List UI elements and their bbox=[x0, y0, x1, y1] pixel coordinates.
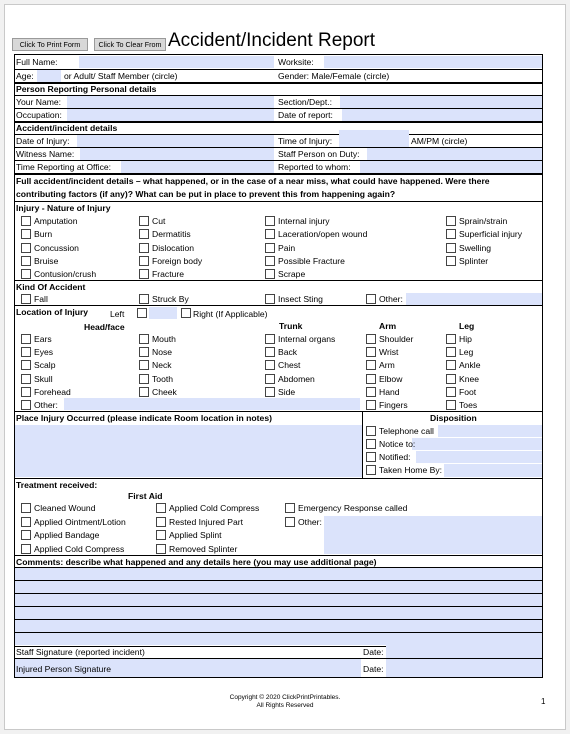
injury-dislocation-label: Dislocation bbox=[152, 242, 195, 253]
treatment-applied-cold-compress-label: Applied Cold Compress bbox=[34, 543, 125, 554]
disposition-notice-to-label: Notice to: bbox=[379, 439, 416, 449]
injury-bruise-checkbox[interactable] bbox=[21, 256, 31, 266]
injury-laceration-open-wound-label: Laceration/open wound bbox=[278, 229, 368, 240]
treatment-applied-bandage-checkbox[interactable] bbox=[21, 530, 31, 540]
injury-bruise-label: Bruise bbox=[34, 255, 59, 266]
your-name-field[interactable] bbox=[67, 96, 274, 108]
location-cheek-label: Cheek bbox=[152, 386, 177, 397]
time-reporting-field[interactable] bbox=[121, 161, 274, 173]
occupation-label: Occupation: bbox=[16, 110, 62, 120]
treatment-removed-splinter-label: Removed Splinter bbox=[169, 543, 238, 554]
treatment-applied-splint-checkbox[interactable] bbox=[156, 530, 166, 540]
telephone-call-field[interactable] bbox=[438, 425, 542, 437]
treatment-cleaned-wound-checkbox[interactable] bbox=[21, 503, 31, 513]
page-number: 1 bbox=[541, 697, 546, 706]
location-side-checkbox[interactable] bbox=[265, 387, 275, 397]
location-internal-organs-checkbox[interactable] bbox=[265, 334, 275, 344]
location-abdomen-label: Abdomen bbox=[278, 373, 315, 384]
divider bbox=[14, 606, 543, 607]
location-neck-label: Neck bbox=[152, 360, 172, 371]
location-arm-label: Arm bbox=[379, 360, 395, 371]
disposition-heading: Disposition bbox=[430, 413, 477, 423]
location-skull-label: Skull bbox=[34, 373, 53, 384]
location-heading: Location of Injury bbox=[16, 307, 89, 317]
gender-label: Gender: Male/Female (circle) bbox=[278, 71, 390, 81]
divider bbox=[14, 593, 543, 594]
comments-heading: Comments: describe what happened and any details here (you may use additional page) bbox=[16, 557, 377, 567]
location-nose-label: Nose bbox=[152, 347, 173, 358]
treatment-removed-splinter-checkbox[interactable] bbox=[156, 544, 166, 554]
kind-other-label: Other: bbox=[379, 294, 403, 304]
injury-dislocation-checkbox[interactable] bbox=[139, 243, 149, 253]
disposition-notified-checkbox[interactable] bbox=[366, 452, 376, 462]
adult-staff-label: or Adult/ Staff Member (circle) bbox=[64, 71, 178, 81]
disposition-notified-label: Notified: bbox=[379, 452, 411, 462]
staff-date-field[interactable] bbox=[386, 645, 542, 658]
location-side-label: Side bbox=[278, 386, 296, 397]
divider bbox=[14, 632, 543, 633]
divider bbox=[14, 173, 543, 175]
location-elbow-checkbox[interactable] bbox=[366, 374, 376, 384]
time-of-injury-field[interactable] bbox=[339, 130, 409, 147]
location-eyes-label: Eyes bbox=[34, 347, 54, 358]
location-chest-checkbox[interactable] bbox=[265, 360, 275, 370]
injury-cut-label: Cut bbox=[152, 216, 166, 226]
comment-line-field[interactable] bbox=[15, 620, 542, 632]
treatment-emergency-response-called-checkbox[interactable] bbox=[285, 503, 295, 513]
place-injury-heading: Place Injury Occurred (please indicate Room location in notes) bbox=[16, 413, 272, 423]
location-scalp-checkbox[interactable] bbox=[21, 360, 31, 370]
location-wrist-checkbox[interactable] bbox=[366, 347, 376, 357]
location-toes-checkbox[interactable] bbox=[446, 400, 456, 410]
location-shoulder-label: Shoulder bbox=[379, 334, 414, 344]
injury-foreign-body-checkbox[interactable] bbox=[139, 256, 149, 266]
injury-dermatitis-label: Dermatitis bbox=[152, 229, 191, 240]
treatment-rested-injured-part-checkbox[interactable] bbox=[156, 517, 166, 527]
injury-internal-injury-label: Internal injury bbox=[278, 216, 330, 226]
injury-possible-fracture-label: Possible Fracture bbox=[278, 255, 345, 266]
location-forehead-checkbox[interactable] bbox=[21, 387, 31, 397]
injury-burn-checkbox[interactable] bbox=[21, 229, 31, 239]
clear-form-button[interactable]: Click To Clear From bbox=[94, 38, 166, 51]
location-tooth-checkbox[interactable] bbox=[139, 374, 149, 384]
witness-name-field[interactable] bbox=[80, 148, 274, 160]
injury-superficial-injury-checkbox[interactable] bbox=[446, 229, 456, 239]
age-field[interactable] bbox=[37, 70, 61, 82]
injury-contusion-crush-label: Contusion/crush bbox=[34, 269, 97, 280]
divider bbox=[14, 580, 543, 581]
location-ankle-label: Ankle bbox=[459, 360, 481, 371]
injury-swelling-label: Swelling bbox=[459, 242, 492, 253]
comment-line-field[interactable] bbox=[15, 581, 542, 593]
staff-on-duty-field[interactable] bbox=[367, 148, 542, 160]
age-label: Age: bbox=[16, 71, 34, 81]
location-leg-checkbox[interactable] bbox=[446, 347, 456, 357]
time-of-injury-label: Time of Injury: bbox=[278, 136, 333, 146]
injury-foreign-body-label: Foreign body bbox=[152, 255, 203, 266]
location-forehead-label: Forehead bbox=[34, 386, 71, 397]
injury-amputation-label: Amputation bbox=[34, 216, 78, 226]
location-cheek-checkbox[interactable] bbox=[139, 387, 149, 397]
divider bbox=[14, 555, 543, 556]
date-of-report-label: Date of report: bbox=[278, 110, 333, 120]
right-checkbox[interactable] bbox=[181, 308, 191, 318]
location-foot-checkbox[interactable] bbox=[446, 387, 456, 397]
injury-splinter-label: Splinter bbox=[459, 255, 489, 266]
injury-amputation-checkbox[interactable] bbox=[21, 216, 31, 226]
treatment-other-label: Other: bbox=[298, 516, 322, 527]
location-skull-checkbox[interactable] bbox=[21, 374, 31, 384]
treatment-heading: Treatment received: bbox=[16, 480, 98, 490]
location-elbow-label: Elbow bbox=[379, 373, 403, 384]
staff-on-duty-label: Staff Person on Duty: bbox=[278, 149, 360, 159]
section-dept-label: Section/Dept.: bbox=[278, 97, 332, 107]
location-ears-label: Ears bbox=[34, 334, 52, 344]
date-of-injury-label: Date of Injury: bbox=[16, 136, 70, 146]
treatment-applied-cold-compress-label: Applied Cold Compress bbox=[169, 503, 260, 513]
injury-splinter-checkbox[interactable] bbox=[446, 256, 456, 266]
location-abdomen-checkbox[interactable] bbox=[265, 374, 275, 384]
comment-line-field[interactable] bbox=[15, 568, 542, 580]
disposition-telephone-call-label: Telephone call bbox=[379, 426, 434, 436]
kind-insect-sting-checkbox[interactable] bbox=[265, 294, 275, 304]
injured-date-field[interactable] bbox=[386, 659, 542, 677]
location-fingers-label: Fingers bbox=[379, 400, 408, 410]
injury-fracture-checkbox[interactable] bbox=[139, 269, 149, 279]
divider bbox=[14, 305, 543, 306]
reported-to-field[interactable] bbox=[360, 161, 542, 173]
witness-name-label: Witness Name: bbox=[16, 149, 75, 159]
injury-scrape-label: Scrape bbox=[278, 269, 306, 280]
location-fingers-checkbox[interactable] bbox=[366, 400, 376, 410]
location-back-label: Back bbox=[278, 347, 298, 358]
injury-burn-label: Burn bbox=[34, 229, 53, 240]
staff-signature-label: Staff Signature (reported incident) bbox=[16, 647, 145, 657]
kind-fall-label: Fall bbox=[34, 294, 48, 304]
location-internal-organs-label: Internal organs bbox=[278, 334, 336, 344]
page-title: Accident/Incident Report bbox=[168, 30, 376, 51]
divider bbox=[14, 619, 543, 620]
injury-concussion-label: Concussion bbox=[34, 242, 79, 253]
injury-nature-heading: Injury - Nature of Injury bbox=[16, 203, 111, 213]
location-foot-label: Foot bbox=[459, 386, 477, 397]
occupation-field[interactable] bbox=[67, 109, 274, 121]
treatment-applied-cold-compress-checkbox[interactable] bbox=[156, 503, 166, 513]
reported-to-label: Reported to whom: bbox=[278, 162, 351, 172]
ampm-label: AM/PM (circle) bbox=[411, 136, 468, 146]
location-hand-checkbox[interactable] bbox=[366, 387, 376, 397]
kind-insect-sting-label: Insect Sting bbox=[278, 294, 323, 304]
date-of-injury-field[interactable] bbox=[77, 135, 274, 147]
left-checkbox[interactable] bbox=[137, 308, 147, 318]
accident-details-heading: Accident/incident details bbox=[16, 123, 118, 133]
location-leg-label: Leg bbox=[459, 347, 474, 358]
kind-other-field[interactable] bbox=[406, 293, 542, 305]
treatment-other-field[interactable] bbox=[324, 516, 542, 554]
divider bbox=[14, 658, 543, 659]
person-reporting-heading: Person Reporting Personal details bbox=[16, 84, 157, 94]
notified-field[interactable] bbox=[416, 451, 542, 463]
location-scalp-label: Scalp bbox=[34, 360, 56, 371]
location-chest-label: Chest bbox=[278, 360, 301, 371]
treatment-rested-injured-part-label: Rested Injured Part bbox=[169, 516, 244, 527]
comment-line-field[interactable] bbox=[15, 607, 542, 619]
location-arm-checkbox[interactable] bbox=[366, 360, 376, 370]
your-name-label: Your Name: bbox=[16, 97, 62, 107]
location-ears-checkbox[interactable] bbox=[21, 334, 31, 344]
trunk-heading: Trunk bbox=[279, 321, 303, 331]
kind-other-checkbox[interactable] bbox=[366, 294, 376, 304]
divider bbox=[14, 69, 543, 70]
staff-date-label: Date: bbox=[363, 647, 384, 657]
place-injury-field[interactable] bbox=[15, 425, 362, 477]
treatment-cleaned-wound-label: Cleaned Wound bbox=[34, 503, 96, 513]
location-mouth-label: Mouth bbox=[152, 334, 176, 344]
kind-fall-checkbox[interactable] bbox=[21, 294, 31, 304]
full-details-line-1: Full accident/incident details – what happened, or in the case of a near miss, what could have happened. Were there bbox=[16, 176, 490, 186]
divider bbox=[14, 411, 543, 412]
location-tooth-label: Tooth bbox=[152, 373, 174, 384]
full-name-label: Full Name: bbox=[16, 57, 58, 67]
kind-struck-by-label: Struck By bbox=[152, 294, 189, 304]
left-label: Left bbox=[110, 309, 125, 319]
treatment-applied-bandage-label: Applied Bandage bbox=[34, 530, 100, 540]
right-label: Right (If Applicable) bbox=[193, 309, 268, 319]
injury-sprain-strain-label: Sprain/strain bbox=[459, 216, 508, 226]
injury-pain-label: Pain bbox=[278, 242, 296, 253]
print-form-button[interactable]: Click To Print Form bbox=[12, 38, 88, 51]
treatment-applied-ointment-lotion-checkbox[interactable] bbox=[21, 517, 31, 527]
leg-heading: Leg bbox=[459, 321, 475, 331]
treatment-applied-splint-label: Applied Splint bbox=[169, 530, 222, 540]
injury-dermatitis-checkbox[interactable] bbox=[139, 229, 149, 239]
worksite-field[interactable] bbox=[324, 56, 542, 68]
comment-line-field[interactable] bbox=[15, 633, 542, 645]
divider bbox=[362, 412, 363, 478]
rights-text: All Rights Reserved bbox=[256, 702, 314, 709]
location-hip-label: Hip bbox=[459, 334, 472, 344]
location-eyes-checkbox[interactable] bbox=[21, 347, 31, 357]
divider bbox=[14, 478, 543, 479]
arm-heading: Arm bbox=[379, 321, 397, 331]
divider bbox=[14, 567, 543, 568]
treatment-emergency-response-called-label: Emergency Response called bbox=[298, 503, 408, 513]
injury-internal-injury-checkbox[interactable] bbox=[265, 216, 275, 226]
head-face-heading: Head/face bbox=[84, 322, 125, 332]
location-mouth-checkbox[interactable] bbox=[139, 334, 149, 344]
injury-fracture-label: Fracture bbox=[152, 269, 184, 280]
location-ankle-checkbox[interactable] bbox=[446, 360, 456, 370]
location-other-checkbox[interactable] bbox=[21, 400, 31, 410]
location-toes-label: Toes bbox=[459, 400, 478, 410]
disposition-notice-to-checkbox[interactable] bbox=[366, 439, 376, 449]
location-nose-checkbox[interactable] bbox=[139, 347, 149, 357]
location-shoulder-checkbox[interactable] bbox=[366, 334, 376, 344]
left-field[interactable] bbox=[149, 307, 177, 319]
date-of-report-field[interactable] bbox=[342, 109, 542, 121]
disposition-taken-home-by-label: Taken Home By: bbox=[379, 465, 443, 475]
disposition-taken-home-by-checkbox[interactable] bbox=[366, 465, 376, 475]
location-hip-checkbox[interactable] bbox=[446, 334, 456, 344]
injury-superficial-injury-label: Superficial injury bbox=[459, 229, 523, 240]
treatment-applied-ointment-lotion-label: Applied Ointment/Lotion bbox=[34, 516, 126, 527]
injury-cut-checkbox[interactable] bbox=[139, 216, 149, 226]
notice-to-field[interactable] bbox=[412, 438, 542, 450]
full-details-line-2: contributing factors (if any)? What can be put in place to prevent this from happening again? bbox=[16, 189, 396, 199]
section-dept-field[interactable] bbox=[340, 96, 542, 108]
first-aid-heading: First Aid bbox=[128, 491, 163, 501]
copyright-text: Copyright © 2020 ClickPrintPrintables. bbox=[229, 694, 341, 701]
comment-line-field[interactable] bbox=[15, 594, 542, 606]
injured-date-label: Date: bbox=[363, 664, 384, 674]
injured-signature-label: Injured Person Signature bbox=[16, 664, 112, 674]
location-knee-checkbox[interactable] bbox=[446, 374, 456, 384]
injury-concussion-checkbox[interactable] bbox=[21, 243, 31, 253]
full-name-field[interactable] bbox=[79, 56, 274, 68]
location-hand-label: Hand bbox=[379, 386, 400, 397]
location-wrist-label: Wrist bbox=[379, 347, 399, 358]
treatment-applied-cold-compress-checkbox[interactable] bbox=[21, 544, 31, 554]
injury-possible-fracture-checkbox[interactable] bbox=[265, 256, 275, 266]
divider bbox=[14, 201, 543, 202]
injury-laceration-open-wound-checkbox[interactable] bbox=[265, 229, 275, 239]
location-back-checkbox[interactable] bbox=[265, 347, 275, 357]
kind-struck-by-checkbox[interactable] bbox=[139, 294, 149, 304]
location-neck-checkbox[interactable] bbox=[139, 360, 149, 370]
disposition-telephone-call-checkbox[interactable] bbox=[366, 426, 376, 436]
location-knee-label: Knee bbox=[459, 373, 480, 384]
time-reporting-label: Time Reporting at Office: bbox=[16, 162, 112, 172]
kind-of-accident-heading: Kind Of Accident bbox=[16, 282, 86, 292]
injury-scrape-checkbox[interactable] bbox=[265, 269, 275, 279]
location-other-field[interactable] bbox=[64, 398, 360, 410]
injury-sprain-strain-checkbox[interactable] bbox=[446, 216, 456, 226]
injury-pain-checkbox[interactable] bbox=[265, 243, 275, 253]
location-other-label: Other: bbox=[34, 400, 58, 410]
taken-home-by-field[interactable] bbox=[444, 464, 542, 477]
worksite-label: Worksite: bbox=[278, 57, 314, 67]
injury-swelling-checkbox[interactable] bbox=[446, 243, 456, 253]
treatment-other-checkbox[interactable] bbox=[285, 517, 295, 527]
injury-contusion-crush-checkbox[interactable] bbox=[21, 269, 31, 279]
divider bbox=[14, 280, 543, 281]
